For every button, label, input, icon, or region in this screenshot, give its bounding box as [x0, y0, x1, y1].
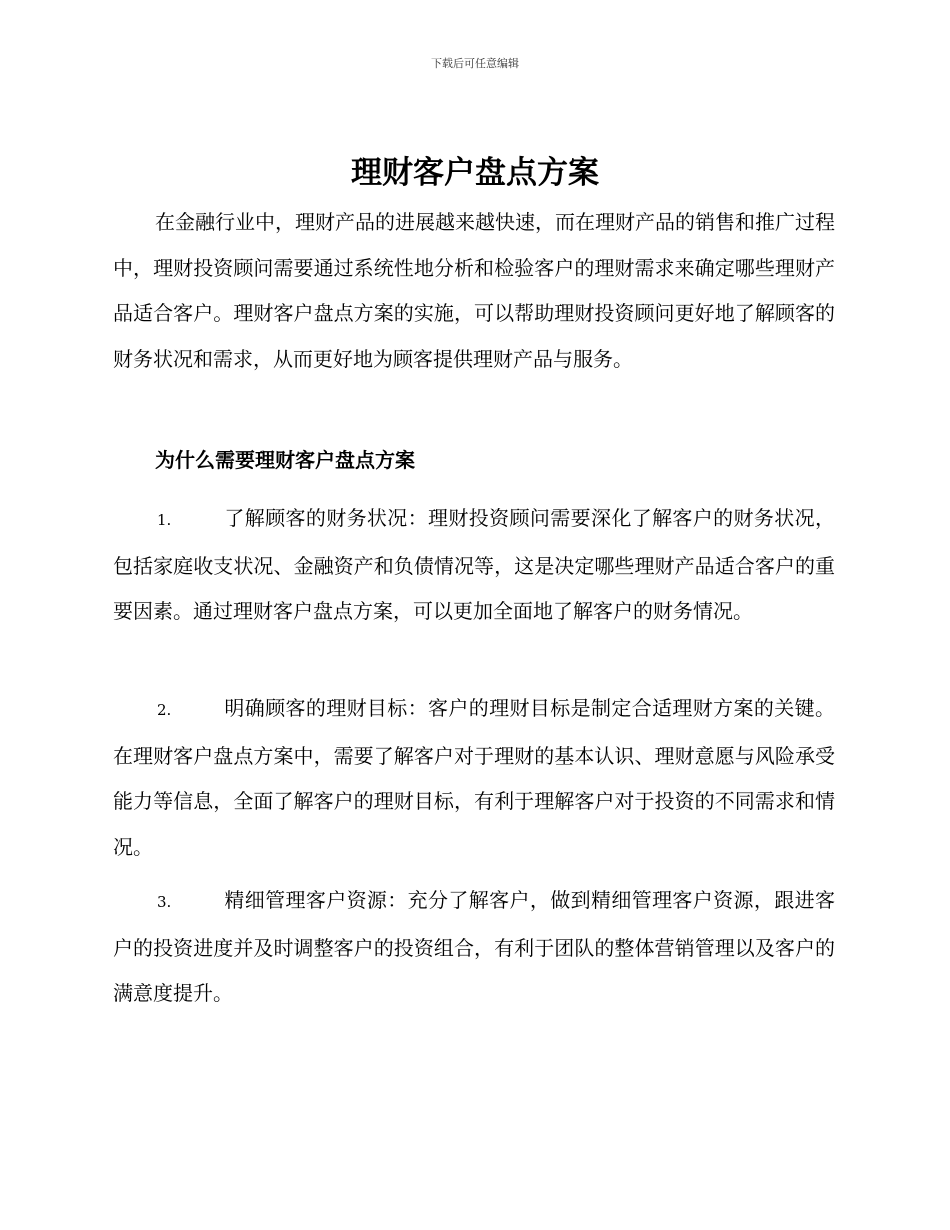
- list-item-text: 明确顾客的理财目标：客户的理财目标是制定合适理财方案的关键。在理财客户盘点方案中，需要了解客户对于理财的基本认识、理财意愿与风险承受能力等信息，全面了解客户的理财目标，有利于理解客户对于投资的不同需求和情况。: [113, 696, 835, 859]
- header-note: 下载后可任意编辑: [431, 57, 519, 70]
- list-item: [113, 496, 835, 635]
- intro-paragraph: 在金融行业中，理财产品的进展越来越快速，而在理财产品的销售和推广过程中，理财投资顾问需要通过系统性地分析和检验客户的理财需求来确定哪些理财产品适合客户。理财客户盘点方案的实施，可以帮助理财投资顾问更好地了解顾客的财务状况和需求，从而更好地为顾客提供理财产品与服务。: [113, 210, 835, 371]
- list-item-number: 2.: [157, 701, 172, 719]
- list-item-number: 1.: [157, 511, 172, 529]
- section-heading: 为什么需要理财客户盘点方案: [155, 448, 415, 472]
- list-item-text: 精细管理客户资源：充分了解客户，做到精细管理客户资源，跟进客户的投资进度并及时调整客户的投资组合，有利于团队的整体营销管理以及客户的满意度提升。: [113, 888, 835, 1005]
- list-item: [113, 878, 835, 1017]
- document-title: 理财客户盘点方案: [351, 155, 599, 191]
- list-item-number: 3.: [157, 893, 172, 911]
- list-item-text: 了解顾客的财务状况：理财投资顾问需要深化了解客户的财务状况，包括家庭收支状况、金融资产和负债情况等，这是决定哪些理财产品适合客户的重要因素。通过理财客户盘点方案，可以更加全面地了解客户的财务情况。: [113, 506, 835, 623]
- list-item: [113, 686, 835, 870]
